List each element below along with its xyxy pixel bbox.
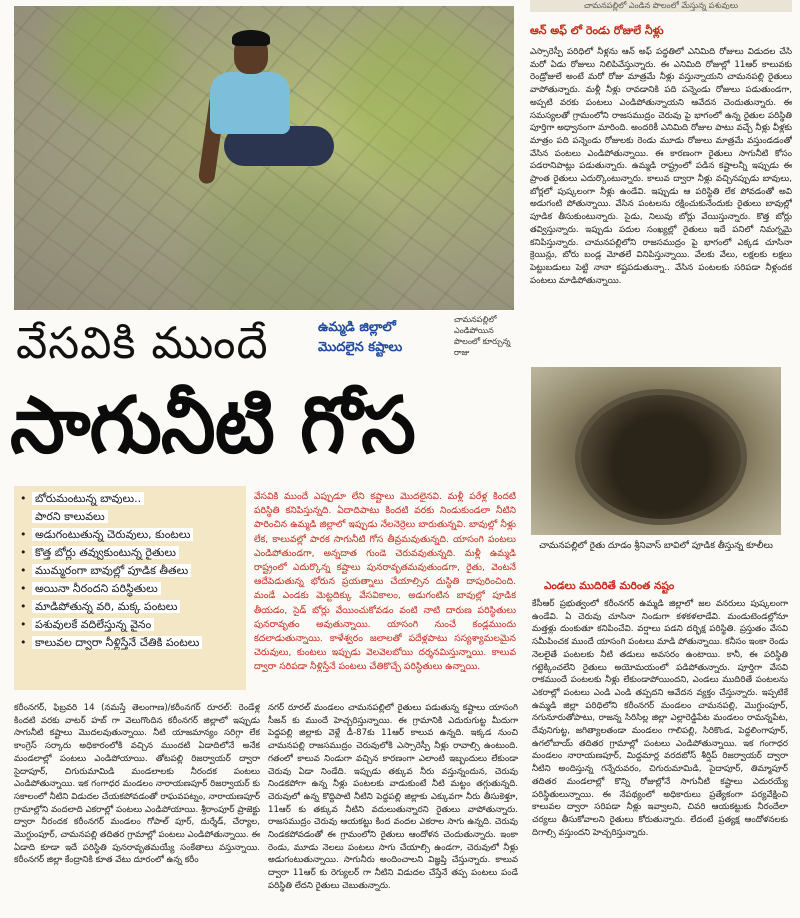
article-column-3: ఎస్సారెస్పీ పరిధిలో నీళ్లను ఆన్ అఫ్ పద్ధతిలో ఎనిమిది రోజులు విడుదల చేసి మరో ఏడు రోజులు నిలిపివేస్తున్నారు. ఈ ఎనిమిది రోజుల్లో 11ఆర్ కాలువకు రెండ్రోజులే అంటే మరో రోజు మాత్రమే నీళ్లు వస్తున్నాయని చామనపల్లి రైతులు వాపోతున్నారు. మళ్లీ నీళ్లు రావడానికి పది పన్నెండు రోజులు పడుతుండగా, అప్పటి వరకు పంటలు ఎండిపోతున్నాయని ఆవేదన చెందుతున్నారు. ఈ సమస్యలతో గ్రామంలోని రాజసముద్రం చెరువు పై భాగంలో ఉన్న రైతుల పరిస్థితి పూర్తిగా అధ్వానంగా మారింది. అందరికీ ఎనిమిది రోజుల పాటు వచ్చే నీళ్లు వీళ్లకు మాత్రం పది పన్నెండు రోజులకు రెండు మూడు రోజులు మాత్రమే వస్తుండడంతో వేసిన పంటలు ఎండిపోతున్నాయి. ఈ కారణంగా రైతులు సాగునీటి కోసం పడరానిపాట్లు పడుతున్నారు. ఉమ్మడి రాష్ట్రంలో పడిన కష్టాలన్నీ ఇప్పుడు ఈ ప్రాంత రైతులు ఎదుర్కొంటున్నారు. కాలువ ద్వారా నీళ్లు వచ్చినప్పుడు బావులు, బోర్లలో పుష్కలంగా నీళ్లు ఉండేవి. ఇప్పుడు ఆ పరిస్థితి లేక పోవడంతో అవి అడుగంటి పోతున్నాయి. వేసిన పంటలను రక్షించుకునేందుకు రైతులు బావుల్లో పూడిక తీసుకుంటున్నారు. సైడు, నిలువు బోర్లు వేయిస్తున్నారు. కొత్త బోర్లు తవ్విస్తున్నారు. ఇప్పుడు పదుల సంఖ్యల్లో రైతులు ఇదే పనిలో నిమగ్నమై కనిపిస్తున్నారు. చామనపల్లిలోని రాజసముద్రం పై భాగంలో ఎక్కడ చూసినా క్రెయిన్లు, బోరు బండ్ల మోతలే వినిపిస్తున్నాయి. వేలకు వేలు, లక్షలకు లక్షలు పెట్టుబడులు పెట్టి నానా కష్టపడుతున్నా.. వేసిన పంటలకు సరిపడా నీళ్లందక పంటలు మాడిపోతున్నాయి. (530, 47, 792, 286)
bullet-item: • పశువులకే వదిలేస్తున్న వైనం (20, 618, 240, 631)
bullet-item: • కాలువల ద్వారా నీళ్లిస్తేనే చేతికి పంటలు (20, 636, 240, 649)
photo-caption-top: చామనపల్లిలో ఎండిపోయిన పొలంలో కూర్చున్న రాజు (454, 315, 511, 357)
headline-side (318, 318, 454, 358)
bullet-item: • బోరుమంటున్న బావులు.. (20, 492, 240, 505)
bullet-item: • ముమ్మరంగా బావుల్లో పూడిక తీతలు (20, 564, 240, 577)
headline-side-line1: ఉమ్మడి జిల్లాలో (318, 320, 396, 335)
subheading-heat-loss: ఎండలు ముదిరితే మరింత నష్టం (544, 580, 675, 592)
subheading-on-off: ఆన్ అఫ్ లో రెండు రోజులే నీళ్లు (530, 24, 664, 37)
farmer-figure (204, 34, 344, 194)
article-column-2: నగర్ రూరల్ మండలం చామనపల్లిలో రైతులు పడుతున్న కష్టాలు యాసంగి సీజన్ కు ముందే హెచ్చరిస్తున్నాయి. ఈ గ్రామానికి ఎదురుగుట్ట మీదుగా పెద్దపల్లి జిల్లాకు వెళ్లే డీ-87కు 11ఆర్ కాలువ ఉన్నది. ఇక్కడ నుంచి చామనపల్లి రాజసముద్రం చెరువులోకి ఎస్సారెస్పీ నీళ్లు రావాల్సి ఉంటుంది. గతంలో కాలువ నిండుగా వచ్చిన కారణంగా ఎలాంటి ఇబ్బందులు లేకుండా చెరువు ఏడా నిండేది. ఇప్పుడు తక్కువ నీరు వస్తున్నందున, చెరువు నిండకపోగా ఉన్న నీళ్లు పంటలకు వాడుకుంటే నీటి మట్టం తగ్గుతున్నది. చెరువులో ఉన్న కొద్దిపాటి నీటిని పెద్దపల్లి జిల్లాకు ఎక్కువగా నీరు తీసుకెళ్తూ, 11ఆర్ కు తక్కువ నీటిని వదులుతున్నారని రైతులు వాపోతున్నారు. రాజసముద్రం చెరువు ఆయకట్టు కింద వందల ఎకరాల సాగు ఉన్నది. చెరువు నిండకపోవడంతో ఈ గ్రామంలోని రైతులు ఆందోళన చెందుతున్నారు. ఇంకా రెండు, మూడు నెలలు పంటలు సాగు చేయాల్సి ఉండగా, చెరువులో నీళ్లు అడుగంటుతున్నాయి. సాగునీరు అందించాలని విజ్ఞప్తి చేస్తున్నారు. కాలువ ద్వారా 11ఆర్ కు రెగ్యులర్ గా నీటిని విడుదల చేస్తేనే తప్ప పంటలు పండే పరిస్థితి లేదని రైతులు చెబుతున్నారు. (268, 703, 518, 891)
bullet-list (14, 486, 246, 690)
bullet-item: • కొత్త బోర్లు తవ్వుకుంటున్న రైతులు (20, 546, 240, 559)
headline-side-line2: మొదలైన కష్టాలు (318, 340, 403, 355)
well-photo (531, 367, 781, 535)
headline-main: సాగునీటి గోస (10, 381, 415, 471)
bullet-item: • అడుగంటుతున్న చెరువులు, కుంటలు (20, 528, 240, 541)
well-ring (575, 389, 747, 525)
bullet-item: • మాడిపోతున్న వరి, మక్క పంటలు (20, 600, 240, 613)
article-column-4: కేసీఆర్ ప్రభుత్వంలో కరీంనగర్ ఉమ్మడి జిల్లాలో జల వనరులు పుష్కలంగా ఉండేవి. ఏ చెరువు చూసినా నిండుగా కళకళలాడేవి. మండుటెండల్లోనూ మత్తళ్లు దుంకుతూ కనిపించేవి. వర్షాలు పడని దర్భిక్ష పరిస్థితి. ప్రస్తుతం వేసవి సమీపించక ముందే యాసంగి పంటలు మాడి పోతున్నాయి. కనీసం ఇంకా రెండు నెలలైతే పంటలకు నీటి తడులు అవసరం ఉంటాయి. కానీ, ఈ పరిస్థితి గట్టెక్కించలేని రైతులు అయోమయంలో పడిపోతున్నారు. పూర్తిగా వేసవి రాకముందే పంటలకు నీళ్లు లేకుండాపోయిందని, ఎండలు ముదిరితే పంటలను ఎకరాల్లో పంటలు ఎండి ఎండి తప్పదని ఆవేదన వ్యక్తం చేస్తున్నారు. ఇప్పటికే ఉమ్మడి జిల్లా పరిధిలోని కరీంనగర్ మండలం చామనపల్లి, మొగ్దుంపూర్, నగునూరుతోపాటు, రాజన్న సిరిసిల్ల జిల్లా ఎల్లారెడ్డిపేట మండలం రామన్నపేట, దేవునిగుట్ట, జగిత్యాలతండా మండలం గాలిపల్లి, సిరికొండ, పెద్దలింగాపూర్, ఉగలోబాయ్ తదితర గ్రామాల్లో పంటలు ఎండిపోతున్నాయి. ఇక గంగాధర మండలం నారాయణపూర్, మిద్దమార్ల వరదబోస్ శీర్షిప్ రిజర్వాయర్ ద్వారా నీటిని అందిస్తున్న గన్నేరువరం, చిగురుమామిడి, సైదాపూర్, తిమ్మాపూర్ తదితర మండలాల్లో కొన్ని రోజుల్లోనే సాగునీటి కష్టాలు ఎదురయ్యే పరిస్థితులున్నాయి. ఈ నేపథ్యంలో అధికారులు ప్రత్యేకంగా పర్యవేక్షించి కాలువల ద్వారా సరిపడా నీళ్లు ఇవ్వాలని, చివరి ఆయకట్టుకు నీరందేలా చర్యలు తీసుకోవాలని రైతులు కోరుతున్నారు. లేదంటే ప్రత్యక్ష ఆందోళనలకు దిగాల్సి వస్తుందని హెచ్చరిస్తున్నారు. (532, 599, 788, 838)
dry-field-photo (14, 6, 514, 310)
bullet-item: • అయినా నీరందని పరిస్థితులు (20, 582, 240, 595)
top-strip-caption: చామనపల్లిలో ఎండిన పొలంలో మేస్తున్న పశువులు (530, 0, 792, 12)
bullet-item: పారని కాలువలు (20, 510, 240, 523)
headline-top: వేసవికి ముందే (16, 318, 269, 369)
article-column-1: కరీంనగర్, ఫిబ్రవరి 14 (నమస్తే తెలంగాణ)/కరీంనగర్ రూరల్: రెండేళ్ల కిందటి వరకు వాటర్ హబ్ గా వెలుగొందిన కరీంనగర్ జిల్లాలో ఇప్పుడు సాగునీటి కష్టాలు మొదలవుతున్నాయి. నీటి యాజమాన్యం సరిగ్గా లేక కాంగ్రెస్ సర్కారు అధికారంలోకి వచ్చిన ముందటి ఏడాదిలోనే అనేక మండలాల్లో పంటలు ఎండిపోయాయి. తోటపల్లి రిజర్వాయర్ ద్వారా సైదాపూర్, చిగురుమామిడి మండలాలకు నీరందక పంటలు ఎండిపోతున్నాయి. ఇక గంగాధర మండలం నారాయణపూర్ రిజర్వాయర్ కు సకాలంలో నీటిని విడుదల చేయకపోవడంతో రాఘవపట్నం, నారాయణపూర్ గ్రామాల్లోని వందలాది ఎకరాల్లో పంటలు ఎండిపోయాయి. శ్రీరాంపూర్ ప్రాజెక్టు ద్వారా నీరందక కరీంనగర్ మండలం గోపాల్ పూర్, దుర్శేడ్, చేర్యాల, మొగ్దుంపూర్, చామనపల్లి తదితర గ్రామాల్లో పంటలు ఎండిపోతున్నాయి. ఈ ఏడాది కూడా ఇదే పరిస్థితి పునరావృతమయ్యే సంకేతాలు వస్తున్నాయి. కరీంనగర్ జిల్లా కేంద్రానికి కూత వేటు దూరంలో ఉన్న కరీం (14, 703, 260, 866)
well-photo-caption: చామనపల్లిలో రైతు దూడం శ్రీనివాస్ బావిలో పూడిక తీస్తున్న కూలీలు (539, 541, 773, 551)
red-intro-text: వేసవికి ముందే ఎప్పుడూ లేని కష్టాలు మొదలైనవి. మళ్లీ పరేళ్ల కిందటి పరిస్థితి కనిపిస్తున్నది. ఏదాదిపాటు కిందటి వరకు నిండుకుండలా నీటిని పారించిన ఉమ్మడి జిల్లాలో ఇప్పుడు నేలనెర్రెలు బారుతున్నవి. బావుల్లో నీళ్లు లేక, కాలువల్లో పారక సాగునీటి గోస తీవ్రమవుతున్నది. యాసంగి పంటలు ఎండిపోతుండగా, అన్నదాత గుండె చెరువవుతున్నది. మళ్లీ ఉమ్మడి రాష్ట్రంలో ఎదుర్కొన్న కష్టాలు పునరావృతమవుతుండగా, రైతు, వెంటనే ఆదేపెడుతున్న భోరున ప్రయత్నాలు చేయాల్సిన దుస్థితి దాపురించింది. మండే ఎండకు మెట్టదిక్కు వేసవికాలం, అడుగంటిన బావుల్లో పూడిక తీయడం, సైడ్ బోర్లు వేయించుకోవడం వంటి నాటి దారుణ పరిస్థితులు పునరావృతం అవుతున్నాయి. యాసంగి నుంచే కండ్లముందు కదలాడుతున్నాయి. కాళేశ్వరం జలాలతో పదేళ్లపాటు సస్యశ్యామలమైన చెరువులు, కుంటలు ఇప్పుడు వెలవెలబోయి దర్శనమిస్తున్నాయి. కాలువ ద్వారా సరిపడా నీళ్లిస్తేనే పంటలు చేతికొచ్చే పరిస్థితులు ఉన్నాయి. (254, 491, 516, 673)
